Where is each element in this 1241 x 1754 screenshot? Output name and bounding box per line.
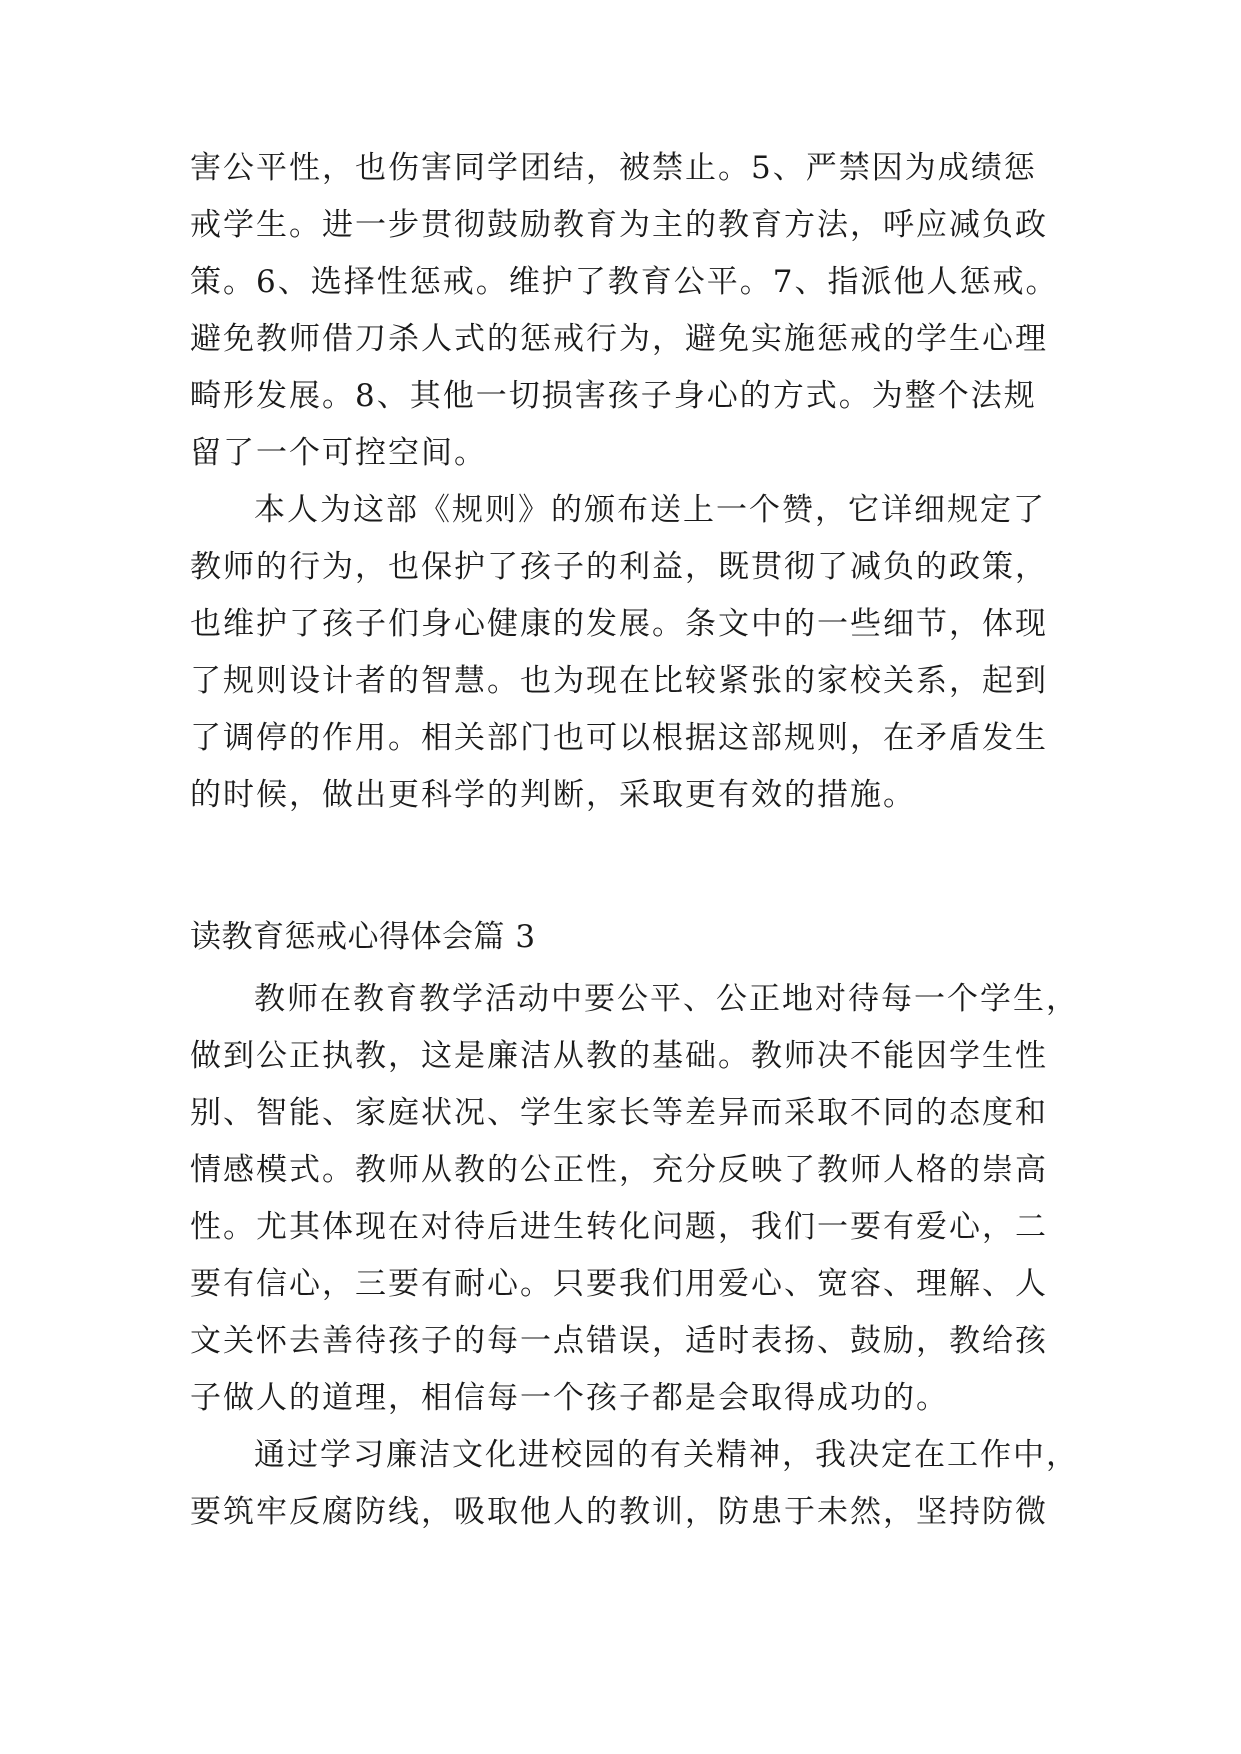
text-line: 留了一个可控空间。 bbox=[190, 435, 487, 471]
text-line: 的时候，做出更科学的判断，采取更有效的措施。 bbox=[190, 777, 916, 813]
text-line: 畸形发展。8、其他一切损害孩子身心的方式。为整个法规 bbox=[190, 378, 1037, 414]
text-line: 子做人的道理，相信每一个孩子都是会取得成功的。 bbox=[190, 1380, 949, 1416]
text-line: 教师在教育教学活动中要公平、公正地对待每一个学生， bbox=[254, 981, 1079, 1017]
text-line: 也维护了孩子们身心健康的发展。条文中的一些细节，体现 bbox=[190, 606, 1048, 642]
section-heading: 读教育惩戒心得体会篇 3 bbox=[190, 919, 536, 955]
text-line: 教师的行为，也保护了孩子的利益，既贯彻了减负的政策， bbox=[190, 549, 1048, 585]
text-line: 文关怀去善待孩子的每一点错误，适时表扬、鼓励，教给孩 bbox=[190, 1323, 1048, 1359]
text-line: 要筑牢反腐防线，吸取他人的教训，防患于未然，坚持防微 bbox=[190, 1494, 1048, 1530]
text-line: 做到公正执教，这是廉洁从教的基础。教师决不能因学生性 bbox=[190, 1038, 1048, 1074]
text-line: 了规则设计者的智慧。也为现在比较紧张的家校关系，起到 bbox=[190, 663, 1048, 699]
text-line: 别、智能、家庭状况、学生家长等差异而采取不同的态度和 bbox=[190, 1095, 1048, 1131]
text-line: 通过学习廉洁文化进校园的有关精神，我决定在工作中， bbox=[254, 1437, 1079, 1473]
text-line: 策。6、选择性惩戒。维护了教育公平。7、指派他人惩戒。 bbox=[190, 264, 1059, 300]
text-line: 害公平性，也伤害同学团结，被禁止。5、严禁因为成绩惩 bbox=[190, 150, 1037, 186]
text-line: 戒学生。进一步贯彻鼓励教育为主的教育方法，呼应减负政 bbox=[190, 207, 1048, 243]
text-line: 要有信心，三要有耐心。只要我们用爱心、宽容、理解、人 bbox=[190, 1266, 1048, 1302]
text-line: 本人为这部《规则》的颁布送上一个赞，它详细规定了 bbox=[254, 492, 1046, 528]
text-line: 了调停的作用。相关部门也可以根据这部规则，在矛盾发生 bbox=[190, 720, 1048, 756]
text-line: 避免教师借刀杀人式的惩戒行为，避免实施惩戒的学生心理 bbox=[190, 321, 1048, 357]
text-line: 性。尤其体现在对待后进生转化问题，我们一要有爱心，二 bbox=[190, 1209, 1048, 1245]
text-line: 情感模式。教师从教的公正性，充分反映了教师人格的崇高 bbox=[190, 1152, 1048, 1188]
